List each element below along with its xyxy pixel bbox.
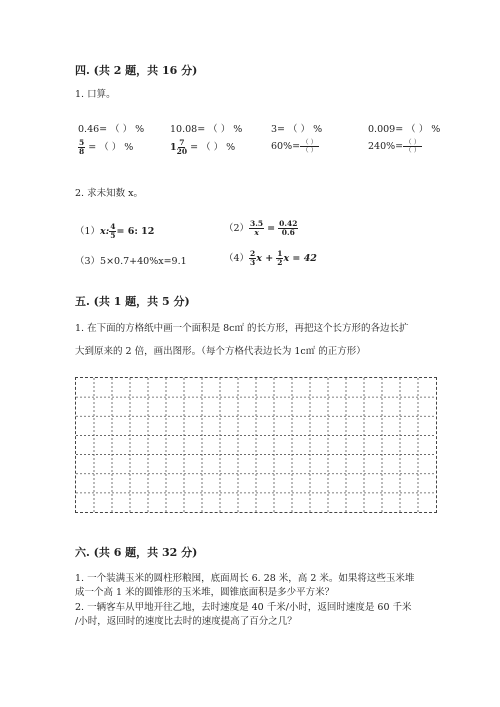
question-1-title: 1. 口算。	[75, 89, 116, 100]
blank-fraction: （ ） （ ）	[302, 138, 318, 154]
question-text-line: 1. 在下面的方格纸中画一个面积是 8c㎡ 的长方形，再把这个长方形的各边长扩	[75, 323, 409, 334]
question-2-title: 2. 求未知数 x。	[75, 188, 143, 199]
fraction: $\frac{2}{3}$	[250, 249, 256, 267]
equation-1: （1）x: $\frac{4}{5}$ = 6: 12	[75, 222, 155, 240]
calc-item-3: 3= （ ） %	[271, 124, 323, 135]
calc-item-1: 0.46= （ ） %	[78, 124, 145, 135]
question-text-line: 2. 一辆客车从甲地开往乙地，去时速度是 40 千米/小时，返回时速度是 60 千米	[75, 602, 412, 613]
question-text-line: /小时，返回时的速度比去时的速度提高了百分之几？	[75, 616, 297, 627]
fraction: $\frac{5}{8}$	[79, 138, 85, 156]
calc-item-2: 10.08= （ ） %	[170, 124, 243, 135]
question-text-line: 成一个高 1 米的圆锥形的玉米堆，圆锥底面积是多少平方米？	[75, 587, 335, 598]
fraction: $\frac{3.5}{x}$	[250, 219, 264, 237]
section-4-title: 四. (共 2 题，共 16 分)	[75, 64, 198, 77]
question-text-line: 大到原来的 2 倍，画出图形。（每个方格代表边长为 1c㎡ 的正方形）	[75, 346, 366, 357]
equation-4: （4） $\frac{2}{3}$ x + $\frac{1}{2}$ x = 42	[224, 249, 317, 267]
equation-3: （3）5×0.7+40%x=9.1	[75, 256, 187, 267]
fraction: $\frac{0.42}{0.6}$	[279, 219, 298, 237]
calc-item-5: $\frac{5}{8}$ = （ ） %	[79, 138, 134, 156]
fraction: $\frac{7}{20}$	[176, 138, 188, 156]
section-6-title: 六. (共 6 题，共 32 分)	[75, 546, 198, 559]
grid-paper[interactable]	[75, 377, 437, 513]
fraction: $\frac{4}{5}$	[110, 222, 116, 240]
grid-lines	[76, 378, 436, 512]
calc-item-8: 240%= （ ） （ ）	[368, 138, 421, 154]
blank-fraction: （ ） （ ）	[405, 138, 421, 154]
section-5-title: 五. (共 1 题，共 5 分)	[75, 295, 190, 308]
calc-item-7: 60%= （ ） （ ）	[271, 138, 318, 154]
question-text-line: 1. 一个装满玉米的圆柱形粮囤，底面周长 6. 28 米，高 2 米。如果将这些玉米堆	[75, 573, 415, 584]
calc-item-6: 1 $\frac{7}{20}$ = （ ） %	[170, 138, 236, 156]
equation-2: （2） $\frac{3.5}{x}$ = $\frac{0.42}{0.6}$	[224, 219, 298, 237]
fraction: $\frac{1}{2}$	[277, 249, 283, 267]
calc-item-4: 0.009= （ ） %	[368, 124, 441, 135]
